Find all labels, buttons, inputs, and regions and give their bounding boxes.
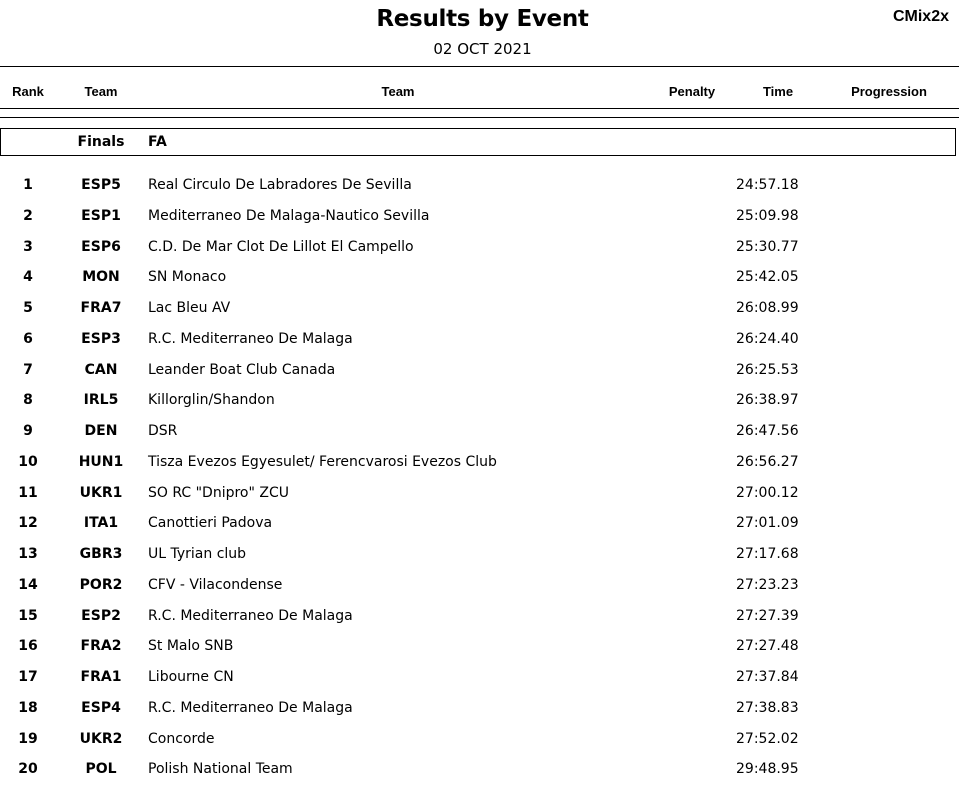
- column-header-team-code: Team: [84, 84, 118, 99]
- team-code-cell: POL: [85, 761, 117, 778]
- rank-cell: 8: [23, 392, 33, 409]
- time-cell: 27:01.09: [736, 515, 799, 532]
- time-cell: 27:27.39: [736, 607, 799, 624]
- time-cell: 27:27.48: [736, 638, 799, 655]
- team-code-cell: ITA1: [83, 515, 119, 532]
- time-cell: 25:42.05: [736, 269, 799, 286]
- header-bottom-rule: [0, 108, 959, 109]
- team-code-cell: ESP5: [81, 177, 121, 193]
- time-cell: 29:48.95: [736, 761, 799, 778]
- team-name-cell: R.C. Mediterraneo De Malaga: [148, 699, 353, 716]
- time-cell: 27:17.68: [736, 546, 799, 562]
- time-cell: 27:52.02: [736, 730, 799, 747]
- table-row: [0, 385, 965, 416]
- team-code-cell: FRA2: [80, 638, 122, 655]
- table-row: [0, 508, 965, 539]
- section-phase: Finals: [77, 134, 125, 150]
- team-name-cell: Leander Boat Club Canada: [148, 361, 336, 378]
- team-code-cell: DEN: [84, 423, 118, 439]
- table-row: [0, 662, 965, 693]
- column-header-rank: Rank: [12, 84, 44, 99]
- team-name-cell: CFV - Vilacondense: [148, 576, 283, 593]
- table-row: [0, 601, 965, 632]
- rank-cell: 15: [18, 607, 38, 624]
- rank-cell: 6: [23, 330, 33, 347]
- table-row: [0, 693, 965, 724]
- team-code-cell: POR2: [79, 576, 123, 593]
- time-cell: 24:57.18: [736, 177, 799, 193]
- team-name-cell: Polish National Team: [148, 761, 293, 778]
- section-header-box: [0, 128, 956, 156]
- rank-cell: 4: [23, 269, 33, 286]
- column-header-team-name: Team: [381, 84, 415, 99]
- time-cell: 27:38.83: [736, 699, 799, 716]
- time-cell: 27:23.23: [736, 576, 799, 593]
- team-name-cell: St Malo SNB: [148, 638, 234, 655]
- team-code-cell: ESP3: [81, 330, 121, 347]
- team-code-cell: MON: [82, 269, 120, 286]
- team-name-cell: C.D. De Mar Clot De Lillot El Campello: [148, 238, 414, 255]
- team-code-cell: ESP6: [81, 238, 121, 255]
- rank-cell: 9: [23, 423, 33, 439]
- team-name-cell: Real Circulo De Labradores De Sevilla: [148, 177, 412, 193]
- time-cell: 26:56.27: [736, 453, 799, 470]
- team-name-cell: DSR: [148, 423, 178, 439]
- team-name-cell: Lac Bleu AV: [148, 300, 231, 316]
- time-cell: 25:30.77: [736, 238, 799, 255]
- rank-cell: 18: [18, 699, 38, 716]
- team-code-cell: FRA1: [80, 669, 122, 685]
- team-name-cell: Libourne CN: [148, 669, 234, 685]
- rank-cell: 11: [18, 484, 38, 501]
- time-cell: 27:37.84: [736, 669, 799, 685]
- team-code-cell: GBR3: [79, 546, 123, 562]
- rank-cell: 7: [23, 361, 33, 378]
- rank-cell: 10: [18, 453, 38, 470]
- team-name-cell: R.C. Mediterraneo De Malaga: [148, 330, 353, 347]
- rank-cell: 5: [23, 300, 33, 316]
- team-code-cell: FRA7: [80, 300, 122, 316]
- section-name: FA: [148, 134, 167, 150]
- rank-cell: 16: [18, 638, 38, 655]
- team-code-cell: ESP4: [81, 699, 121, 716]
- rank-cell: 17: [18, 669, 38, 685]
- team-name-cell: Concorde: [148, 730, 215, 747]
- table-row: [0, 724, 965, 755]
- team-name-cell: Killorglin/Shandon: [148, 392, 275, 409]
- team-name-cell: Mediterraneo De Malaga-Nautico Sevilla: [148, 207, 430, 224]
- team-code-cell: UKR1: [79, 484, 123, 501]
- team-name-cell: R.C. Mediterraneo De Malaga: [148, 607, 353, 624]
- time-cell: 26:25.53: [736, 361, 799, 378]
- team-code-cell: ESP1: [81, 207, 121, 224]
- team-code-cell: ESP2: [81, 607, 121, 624]
- column-header-time: Time: [762, 84, 794, 99]
- event-code: CMix2x: [892, 8, 949, 25]
- table-row: [0, 293, 965, 324]
- team-code-cell: CAN: [84, 361, 118, 378]
- table-row: [0, 324, 965, 355]
- team-code-cell: UKR2: [79, 730, 123, 747]
- table-row: [0, 539, 965, 570]
- table-row: [0, 447, 965, 478]
- time-cell: 27:00.12: [736, 484, 799, 501]
- team-name-cell: SO RC "Dnipro" ZCU: [148, 484, 289, 501]
- header-separator-rule: [0, 117, 959, 118]
- table-row: [0, 262, 965, 293]
- event-date: 02 OCT 2021: [433, 40, 532, 58]
- table-row: [0, 170, 965, 201]
- time-cell: 26:24.40: [736, 330, 799, 347]
- team-name-cell: Canottieri Padova: [148, 515, 273, 532]
- time-cell: 26:08.99: [736, 300, 799, 316]
- rank-cell: 20: [18, 761, 38, 778]
- table-row: [0, 570, 965, 601]
- team-name-cell: Tisza Evezos Egyesulet/ Ferencvarosi Evezos Club: [148, 453, 497, 470]
- rank-cell: 19: [18, 730, 38, 747]
- team-code-cell: IRL5: [83, 392, 119, 409]
- table-row: [0, 478, 965, 509]
- rank-cell: 3: [23, 238, 33, 255]
- column-header-penalty: Penalty: [668, 84, 716, 99]
- rank-cell: 1: [23, 177, 33, 193]
- time-cell: 26:47.56: [736, 423, 799, 439]
- team-name-cell: SN Monaco: [148, 269, 227, 286]
- team-name-cell: UL Tyrian club: [148, 546, 247, 562]
- rank-cell: 2: [23, 207, 33, 224]
- rank-cell: 14: [18, 576, 38, 593]
- team-code-cell: HUN1: [78, 453, 124, 470]
- rank-cell: 12: [18, 515, 38, 532]
- column-header-progression: Progression: [851, 84, 927, 99]
- time-cell: 26:38.97: [736, 392, 799, 409]
- table-row: [0, 201, 965, 232]
- table-row: [0, 631, 965, 662]
- table-row: [0, 754, 965, 785]
- results-table: [0, 170, 965, 785]
- time-cell: 25:09.98: [736, 207, 799, 224]
- header-top-rule: [0, 66, 959, 67]
- page-title: Results by Event: [376, 6, 589, 32]
- table-row: [0, 416, 965, 447]
- table-row: [0, 232, 965, 263]
- table-row: [0, 355, 965, 386]
- rank-cell: 13: [18, 546, 38, 562]
